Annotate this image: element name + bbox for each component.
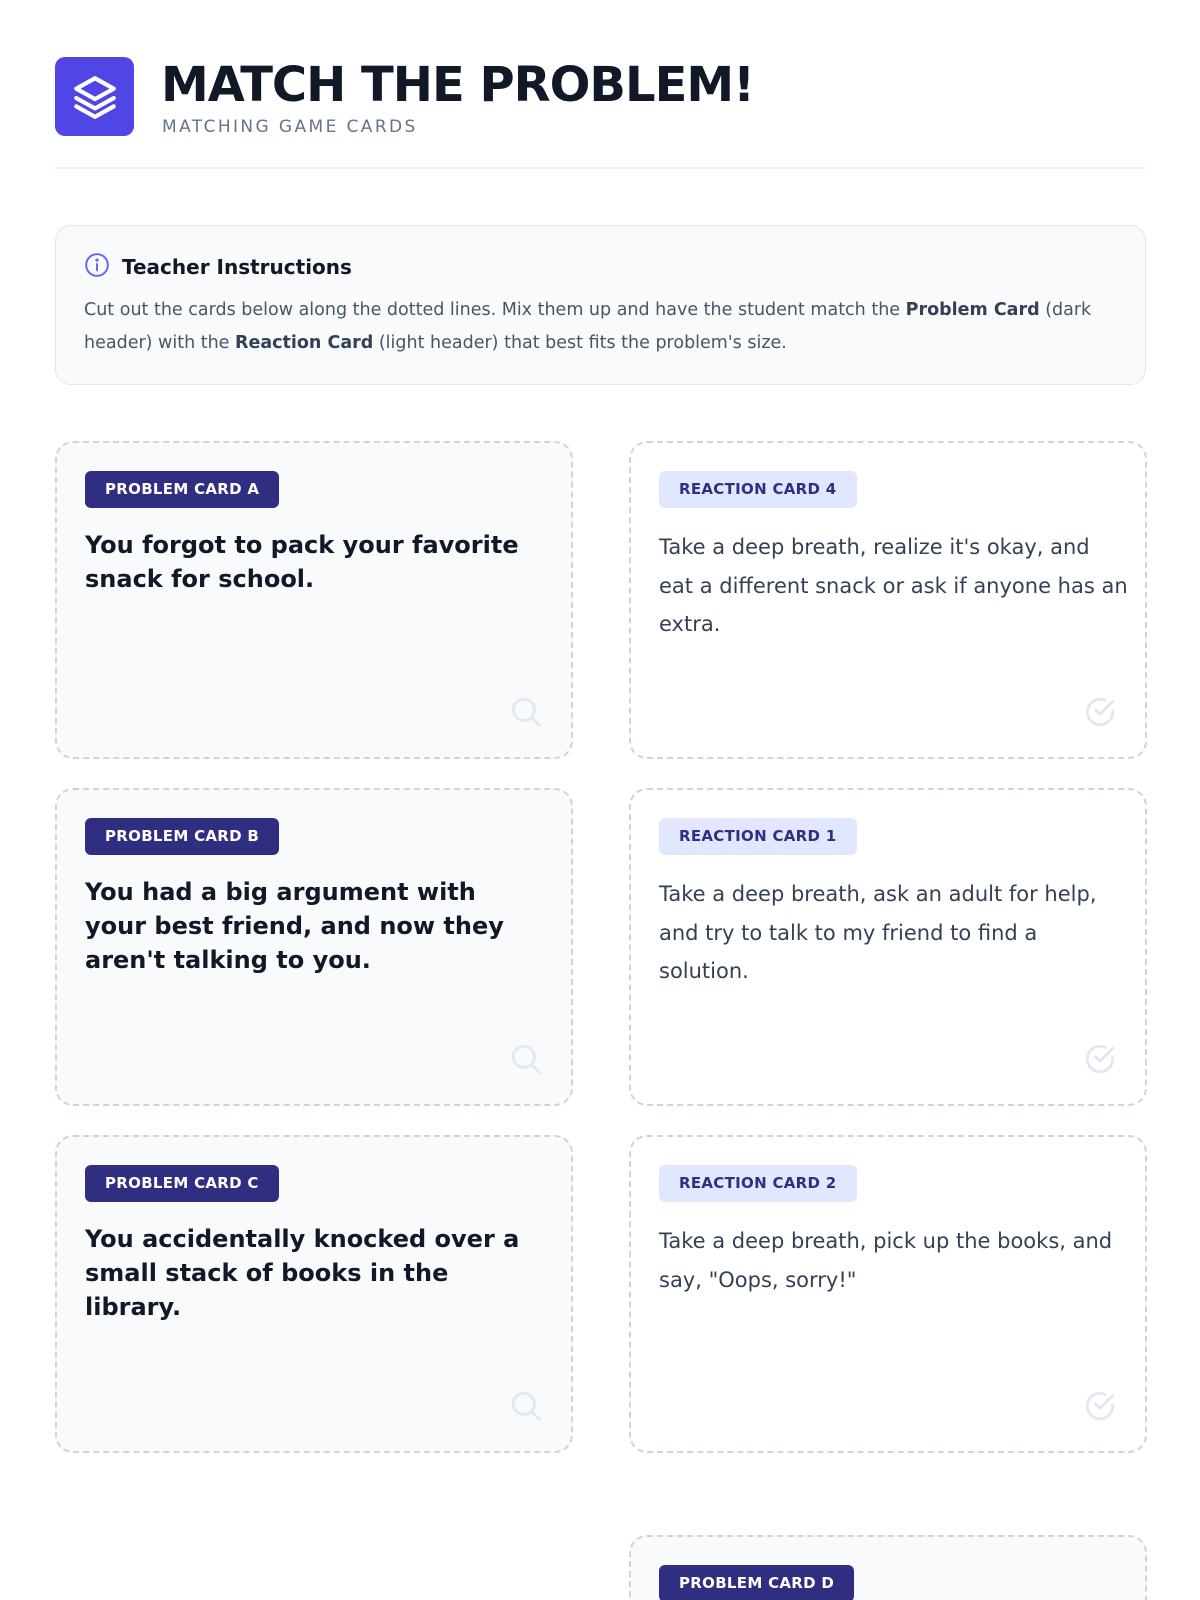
card-label: PROBLEM CARD A: [85, 471, 279, 508]
reaction-card: [629, 788, 1147, 1106]
card-text: You forgot to pack your favorite snack for school.: [85, 531, 519, 593]
teacher-instructions-panel: [55, 225, 1146, 385]
problem-card: [55, 441, 573, 759]
problem-card: [55, 788, 573, 1106]
search-icon: [509, 1042, 543, 1076]
card-text: You accidentally knocked over a small stack of books in the library.: [85, 1225, 520, 1321]
info-icon: [84, 252, 110, 282]
card-label: REACTION CARD 2: [659, 1165, 857, 1202]
page-header: [55, 57, 1146, 169]
card-label: PROBLEM CARD D: [659, 1565, 854, 1600]
reaction-card: [629, 441, 1147, 759]
card-text: Take a deep breath, ask an adult for help, and try to talk to my friend to find a solution.: [659, 882, 1097, 983]
problem-card: [629, 1535, 1147, 1600]
search-icon: [509, 695, 543, 729]
card-text: Take a deep breath, realize it's okay, and eat a different snack or ask if anyone has an extra.: [659, 535, 1128, 636]
card-label: PROBLEM CARD B: [85, 818, 279, 855]
card-label: PROBLEM CARD C: [85, 1165, 279, 1202]
check-circle-icon: [1083, 1389, 1117, 1423]
reaction-card: [629, 1135, 1147, 1453]
card-text: You had a big argument with your best friend, and now they aren't talking to you.: [85, 878, 504, 974]
instructions-title: Teacher Instructions: [122, 255, 352, 279]
layers-icon: [55, 57, 134, 136]
check-circle-icon: [1083, 1042, 1117, 1076]
page-subtitle: MATCHING GAME CARDS: [162, 117, 418, 137]
card-label: REACTION CARD 4: [659, 471, 857, 508]
instructions-text: Cut out the cards below along the dotted lines. Mix them up and have the student match the Problem Card (dark header) with the Reaction Card (light header) that best fits the problem's size.: [84, 300, 1092, 353]
card-label: REACTION CARD 1: [659, 818, 857, 855]
card-text: Take a deep breath, pick up the books, and say, "Oops, sorry!": [659, 1229, 1113, 1292]
problem-card: [55, 1135, 573, 1453]
search-icon: [509, 1389, 543, 1423]
page-title: MATCH THE PROBLEM!: [161, 57, 755, 113]
check-circle-icon: [1083, 695, 1117, 729]
